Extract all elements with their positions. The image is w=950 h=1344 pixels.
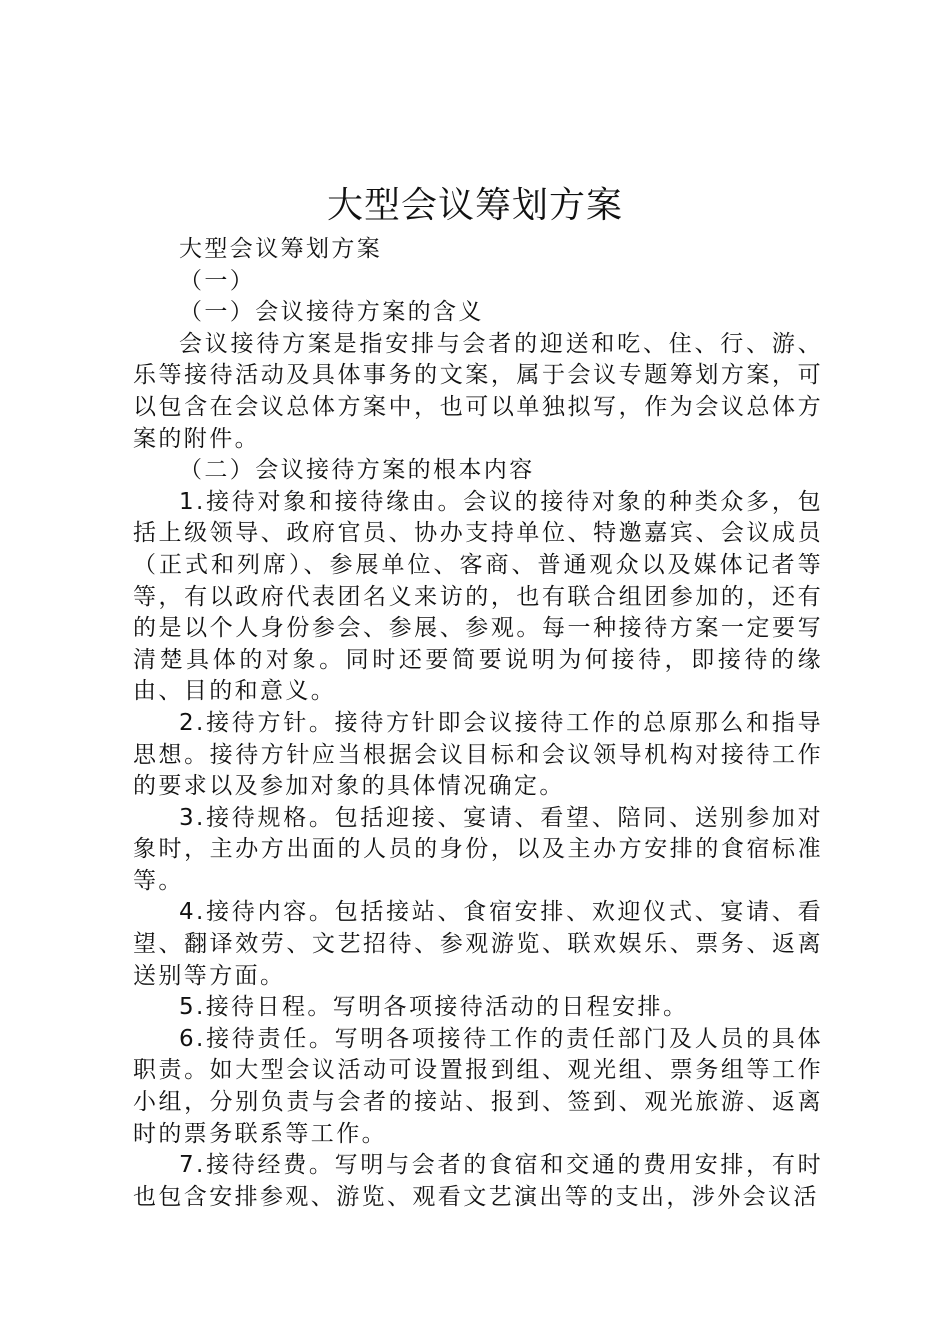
paragraph-subtitle: 大型会议筹划方案 xyxy=(179,236,383,262)
paragraph-item-6: 6.接待责任。写明各项接待工作的责任部门及人员的具体职责。如大型会议活动可设置报到组、观光组、票务组等工作小组，分别负责与会者的接站、报到、签到、观光旅游、返离时的票务联系等工作。 xyxy=(133,1025,823,1147)
paragraph-item-4: 4.接待内容。包括接站、食宿安排、欢迎仪式、宴请、看望、翻译效劳、文艺招待、参观游览、联欢娱乐、票务、返离送别等方面。 xyxy=(133,899,823,989)
paragraph-item-2: 2.接待方针。接待方针即会议接待工作的总原那么和指导思想。接待方针应当根据会议目标和会议领导机构对接待工作的要求以及参加对象的具体情况确定。 xyxy=(133,709,823,800)
paragraph-item-3: 3.接待规格。包括迎接、宴请、看望、陪同、送别参加对象时，主办方出面的人员的身份，以及主办方安排的食宿标准等。 xyxy=(133,804,823,894)
document-body xyxy=(133,234,823,1213)
paragraph-heading-meaning: （一）会议接待方案的含义 xyxy=(179,299,484,326)
paragraph-item-5: 5.接待日程。写明各项接待活动的日程安排。 xyxy=(179,994,689,1021)
paragraph-item-7: 7.接待经费。写明与会者的食宿和交通的费用安排，有时也包含安排参观、游览、观看文艺演出等的支出，涉外会议活 xyxy=(133,1152,823,1210)
paragraph-section-marker: （一） xyxy=(179,267,256,294)
paragraph-meaning: 会议接待方案是指安排与会者的迎送和吃、住、行、游、乐等接待活动及具体事务的文案，属于会议专题筹划方案，可以包含在会议总体方案中，也可以单独拟写，作为会议总体方案的附件。 xyxy=(133,330,823,452)
paragraph-heading-contents: （二）会议接待方案的根本内容 xyxy=(179,457,535,484)
document-title: 大型会议筹划方案 xyxy=(326,185,623,226)
paragraph-item-1: 1.接待对象和接待缘由。会议的接待对象的种类众多，包括上级领导、政府官员、协办支持单位、特邀嘉宾、会议成员（正式和列席）、参展单位、客商、普通观众以及媒体记者等等，有以政府代表团名义来访的，也有联合组团参加的，还有的是以个人身份参会、参展、参观。每一种接待方案一定要写清楚具体的对象。同时还要简要说明为何接待，即接待的缘由、目的和意义。 xyxy=(133,488,823,705)
